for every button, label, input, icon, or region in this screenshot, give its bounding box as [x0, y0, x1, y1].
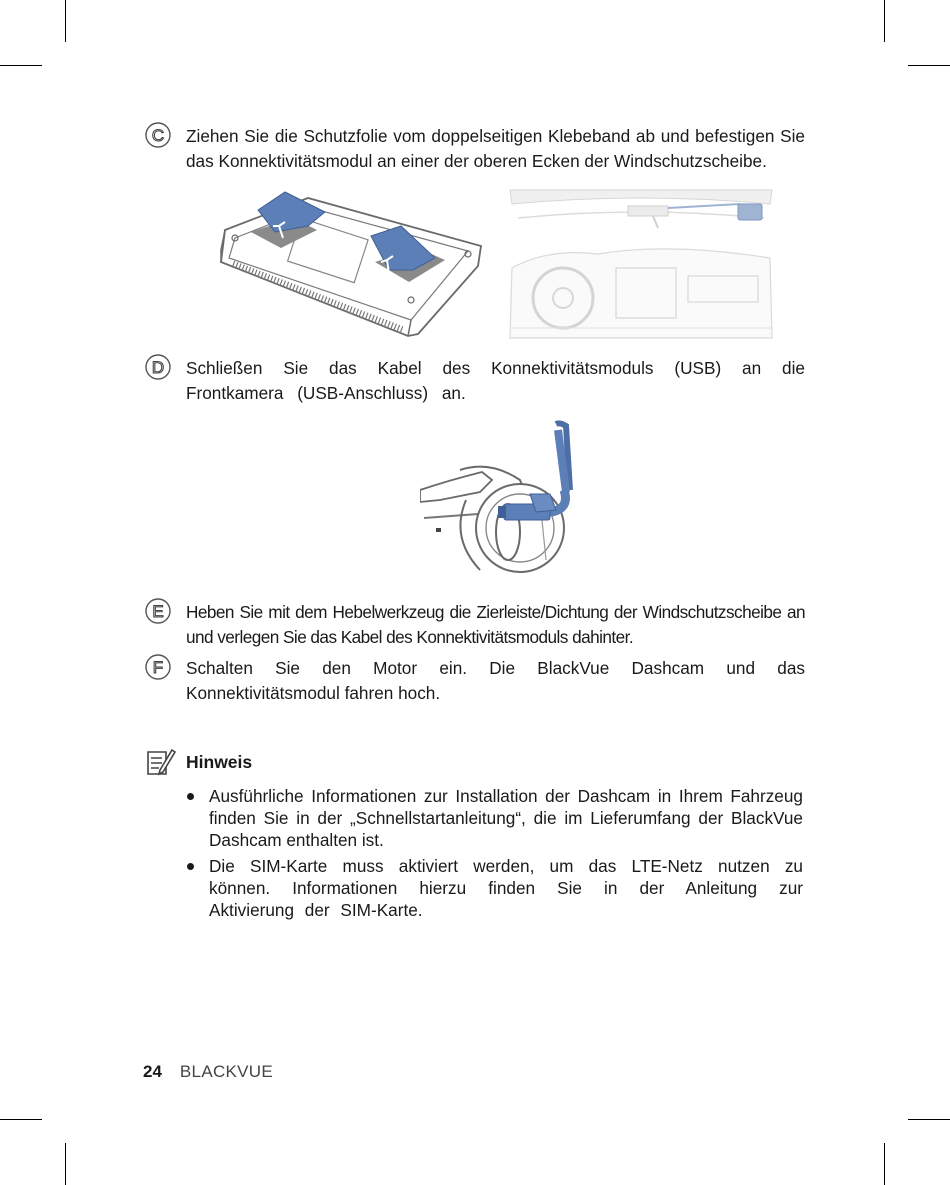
crop-mark-br-h	[908, 1119, 950, 1120]
step-e-badge-letter: E	[152, 602, 164, 621]
step-f-text: Schalten Sie den Motor ein. Die BlackVue Dashcam und das Konnektivitätsmodul fahren hoch.	[186, 658, 805, 703]
step-f	[145, 656, 805, 706]
note-icon	[146, 748, 176, 776]
connectivity-module-illustration	[213, 188, 488, 340]
note-item	[186, 855, 803, 921]
step-e-badge-icon	[145, 598, 171, 624]
step-e	[145, 600, 805, 650]
bullet-dot-icon	[187, 793, 194, 800]
note-title: Hinweis	[186, 752, 253, 772]
note-item-text: Die SIM-Karte muss aktiviert werden, um das LTE-Netz nutzen zu können. Informationen hierzu finden Sie in der Anleitung zur Aktivierung der SIM-Karte.	[209, 856, 803, 920]
bullet-dot-icon	[187, 863, 194, 870]
crop-mark-tl-h	[0, 65, 42, 66]
crop-mark-bl-h	[0, 1119, 42, 1120]
step-f-badge-icon	[145, 654, 171, 680]
step-c	[145, 124, 805, 174]
note-list	[186, 785, 803, 925]
step-e-text: Heben Sie mit dem Hebelwerkzeug die Zierleiste/Dichtung der Windschutzscheibe an und verlegen Sie das Kabel des Konnektivitätsmoduls dahinter.	[186, 602, 805, 647]
windshield-interior-illustration	[508, 188, 774, 340]
crop-mark-tl-v	[65, 0, 66, 42]
step-c-badge-icon	[145, 122, 171, 148]
note-item	[186, 785, 803, 851]
crop-mark-br-v	[884, 1143, 885, 1185]
footer-brand: BLACKVUE	[179, 1062, 274, 1081]
page-footer	[143, 1062, 273, 1082]
step-d	[145, 356, 805, 406]
crop-mark-tr-v	[884, 0, 885, 42]
crop-mark-tr-h	[908, 65, 950, 66]
step-d-badge-icon	[145, 354, 171, 380]
step-c-badge-letter: C	[151, 126, 165, 145]
step-d-text: Schließen Sie das Kabel des Konnektivitätsmoduls (USB) an die Frontkamera (USB-Anschluss) an.	[186, 358, 805, 403]
step-c-text: Ziehen Sie die Schutzfolie vom doppelseitigen Klebeband ab und befestigen Sie das Konnektivitätsmodul an einer der oberen Ecken der Windschutzscheibe.	[186, 126, 805, 171]
note-item-text: Ausführliche Informationen zur Installation der Dashcam in Ihrem Fahrzeug finden Sie in der „Schnellstartanleitung“, die im Lieferumfang der BlackVue Dashcam enthalten ist.	[209, 786, 803, 850]
front-camera-usb-illustration	[420, 420, 585, 580]
crop-mark-bl-v	[65, 1143, 66, 1185]
page-number: 24	[143, 1062, 162, 1081]
step-d-badge-letter: D	[151, 358, 165, 377]
step-f-badge-letter: F	[152, 658, 164, 677]
